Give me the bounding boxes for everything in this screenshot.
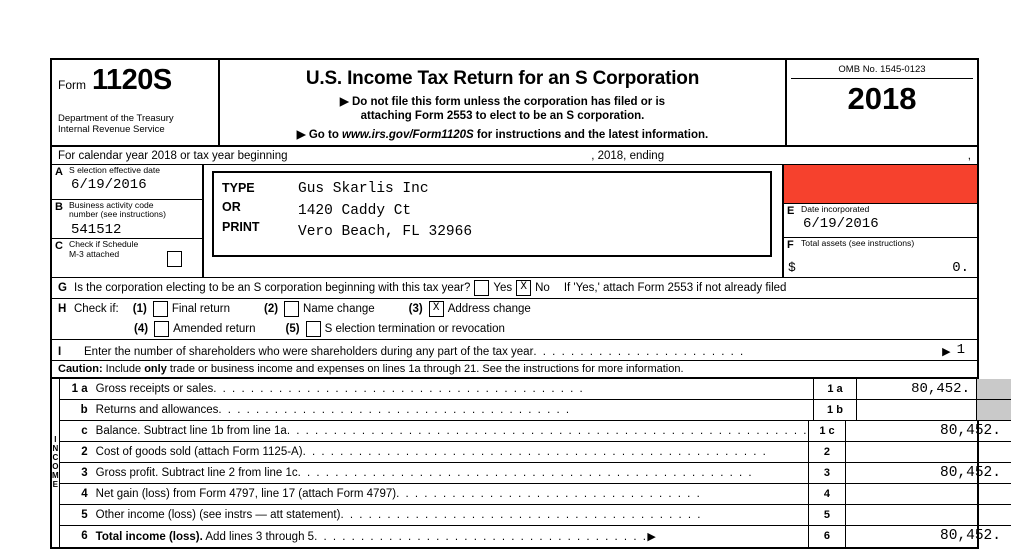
income-line-1a [60, 379, 1011, 400]
field-e-caption: Date incorporated [801, 203, 870, 214]
income-line-3-leader: . . . . . . . . . . . . . . . . . . . . . . . . . . . . . . . . . . . . . . . . . . . . . . . . . [297, 466, 754, 479]
field-f-letter: F [787, 238, 794, 251]
line-h-option-1-num: (1) [132, 302, 147, 315]
income-line-4 [60, 484, 1011, 505]
income-line-1a-label: Gross receipts or sales [95, 382, 214, 395]
page-title: U.S. Income Tax Return for an S Corporation [305, 68, 700, 89]
line-i-value: 1 [956, 341, 965, 358]
header-omb-block [787, 60, 977, 145]
line-g-no-checkbox[interactable]: X [516, 280, 531, 296]
line-h-option-1-label: Final return [171, 302, 230, 315]
line-i [52, 339, 977, 361]
income-lines [60, 379, 1011, 547]
income-line-5-amount[interactable] [846, 505, 1011, 525]
income-line-2-text [92, 446, 808, 458]
line-h-option-3-checkbox[interactable]: X [429, 301, 444, 317]
caution-label: Caution: [58, 362, 103, 375]
header-subline-1 [224, 95, 781, 124]
field-e-date-incorporated[interactable] [784, 204, 977, 238]
line-h-letter: H [58, 302, 67, 315]
entity-address [292, 173, 472, 255]
line-h-option-2-num: (2) [263, 302, 279, 315]
caution-bold-word: only [144, 362, 167, 375]
income-line-2-box: 2 [808, 442, 846, 462]
income-line-5-number: 5 [81, 508, 88, 521]
header-form-id [52, 60, 220, 145]
income-line-6-label: Add lines 3 through 5 [202, 530, 315, 543]
income-line-1c-box: 1 c [808, 421, 846, 441]
left-info-column [52, 165, 204, 277]
income-line-4-text [92, 488, 808, 500]
field-f-total-assets[interactable] [784, 238, 977, 277]
calendar-year-text-end: , [967, 149, 971, 162]
income-line-1a-sub-amount[interactable]: 80,452. [857, 379, 977, 399]
income-line-1c-label: Balance. Subtract line 1b from line 1a [95, 424, 287, 437]
type-word-2: OR [222, 200, 241, 215]
income-line-1c-text [92, 425, 808, 437]
calendar-year-line [52, 147, 977, 165]
calendar-year-text-mid: , 2018, ending [591, 149, 665, 162]
redaction-bar-row [784, 165, 977, 204]
income-line-6-text [92, 530, 808, 543]
goto-suffix: for instructions and the latest information. [473, 128, 709, 141]
header-title-block [220, 60, 787, 145]
field-c-checkbox[interactable] [167, 251, 182, 267]
income-line-1b-text [92, 404, 813, 416]
entity-name: Gus Skarlis Inc [298, 180, 429, 197]
income-line-4-leader: . . . . . . . . . . . . . . . . . . . . . . . . . . . . . . . . . [396, 487, 702, 500]
income-line-2-number: 2 [81, 445, 88, 458]
form-header [52, 60, 977, 147]
income-line-1a-leader: . . . . . . . . . . . . . . . . . . . . . . . . . . . . . . . . . . . . . . . . [213, 382, 585, 395]
income-line-3-label: Gross profit. Subtract line 2 from line 1c [95, 466, 298, 479]
line-h-option-5-num: (5) [285, 322, 300, 335]
field-a-s-election-date[interactable] [52, 165, 202, 200]
income-line-5-label: Other income (loss) (see instrs — att statement) [95, 508, 341, 521]
income-line-1b-leader: . . . . . . . . . . . . . . . . . . . . . . . . . . . . . . . . . . . . . . [218, 403, 571, 416]
header-subline-1-text: ▶ Do not file this form unless the corporation has filed or is [339, 96, 666, 108]
type-word-3: PRINT [222, 219, 260, 234]
name-address-column [204, 165, 784, 277]
field-f-caption: Total assets (see instructions) [801, 237, 915, 248]
income-line-1b-gray [977, 400, 1011, 420]
field-b-letter: B [55, 200, 63, 213]
right-info-column [784, 165, 977, 277]
income-line-2-leader: . . . . . . . . . . . . . . . . . . . . . . . . . . . . . . . . . . . . . . . . . . . . . . . . . . [302, 445, 768, 458]
income-line-1b-label: Returns and allowances [95, 403, 219, 416]
income-side-label-text: I N C O M E [52, 434, 59, 489]
line-g-letter: G [58, 281, 67, 294]
income-line-1b-subbox: 1 b [813, 400, 857, 420]
field-b-caption-1: Business activity code [69, 199, 154, 210]
field-e-letter: E [787, 204, 795, 217]
form-word: Form [58, 78, 86, 92]
redaction-bar [784, 165, 977, 203]
field-b-value: 541512 [71, 222, 122, 238]
field-c-letter: C [55, 240, 63, 252]
line-h-option-2-label: Name change [303, 302, 375, 315]
income-line-1a-subbox: 1 a [813, 379, 857, 399]
caution-note [52, 361, 977, 379]
income-line-2-label: Cost of goods sold (attach Form 1125-A) [95, 445, 303, 458]
line-h-option-2-checkbox[interactable] [284, 301, 299, 317]
line-h-option-3-label: Address change [447, 302, 531, 315]
field-b-caption-2: number (see instructions) [69, 209, 166, 220]
income-line-6-bold-label: Total income (loss). [95, 530, 203, 543]
income-line-1b [60, 400, 1011, 421]
income-line-3-box: 3 [808, 463, 846, 483]
field-f-value: 0. [952, 259, 969, 276]
line-h-option-3-num: (3) [408, 302, 423, 315]
header-subline-3 [224, 127, 781, 141]
income-line-2 [60, 442, 1011, 463]
income-line-6-number: 6 [81, 530, 88, 543]
income-line-4-amount[interactable] [846, 484, 1011, 504]
line-g-yes-checkbox[interactable] [474, 280, 489, 296]
income-line-5-box: 5 [808, 505, 846, 525]
income-line-1c [60, 421, 1011, 442]
income-line-3-number: 3 [81, 466, 88, 479]
entity-info-section [52, 165, 977, 278]
field-a-letter: A [55, 165, 63, 178]
line-h-option-4-checkbox[interactable] [154, 321, 169, 337]
entity-city-state-zip: Vero Beach, FL 32966 [298, 224, 473, 241]
type-word-1: TYPE [222, 180, 255, 195]
line-h-option-4-num: (4) [134, 322, 149, 335]
income-line-5-leader: . . . . . . . . . . . . . . . . . . . . . . . . . . . . . . . . . . . . . . . [340, 508, 702, 521]
line-g-no-label: No [535, 281, 550, 294]
income-line-1c-amount[interactable]: 80,452. [940, 422, 1001, 439]
field-c-caption-1: Check if Schedule [69, 239, 139, 249]
field-b-activity-code[interactable] [52, 200, 202, 239]
line-g-yes-label: Yes [493, 281, 513, 294]
name-address-box[interactable] [212, 171, 772, 257]
department-line-2: Internal Revenue Service [58, 124, 165, 136]
field-c-schedule-m3[interactable] [52, 239, 202, 274]
income-line-1b-sub-amount[interactable] [857, 400, 977, 420]
income-line-6-arrow: ▶ [647, 530, 656, 543]
field-f-dollar-sign: $ [788, 259, 796, 275]
field-e-value: 6/19/2016 [803, 216, 879, 233]
income-line-4-label: Net gain (loss) from Form 4797, line 17 (attach Form 4797) [95, 487, 397, 500]
line-i-text: Enter the number of shareholders who were shareholders during any part of the tax year [84, 345, 534, 358]
irs-url-link[interactable]: www.irs.gov/Form1120S [342, 128, 474, 141]
department-line-1: Department of the Treasury [58, 113, 174, 124]
line-i-letter: I [58, 345, 62, 358]
income-line-5-text [92, 509, 808, 521]
header-subline-2-text: attaching Form 2553 to elect to be an S corporation. [360, 110, 645, 123]
entity-street: 1420 Caddy Ct [298, 202, 412, 219]
line-h-row-1 [52, 299, 977, 319]
income-line-6 [60, 526, 1011, 547]
income-line-3 [60, 463, 1011, 484]
income-line-3-text [92, 467, 808, 479]
income-section [52, 379, 1001, 547]
income-line-1a-text [92, 383, 813, 395]
field-a-caption: S election effective date [69, 164, 161, 175]
income-line-6-box: 6 [808, 526, 846, 547]
line-g [52, 278, 977, 299]
form-number: 1120S [92, 64, 172, 96]
income-line-4-box: 4 [808, 484, 846, 504]
omb-number: OMB No. 1545-0123 [791, 64, 973, 79]
income-line-6-amount[interactable]: 80,452. [940, 528, 1001, 545]
line-g-tail: If 'Yes,' attach Form 2553 if not already filed [563, 281, 787, 294]
line-h-label: Check if: [74, 302, 119, 315]
income-line-6-leader: . . . . . . . . . . . . . . . . . . . . . . . . . . . . . . . . . . . . [314, 530, 648, 543]
income-line-5 [60, 505, 1011, 526]
caution-text-1: Include [102, 362, 145, 375]
line-i-leader: . . . . . . . . . . . . . . . . . . . . . . . [533, 345, 745, 358]
calendar-year-text-start: For calendar year 2018 or tax year beginning [58, 149, 288, 162]
form-1120s-sheet [50, 58, 1001, 549]
income-line-1a-number: 1 a [71, 382, 88, 395]
tax-year: 2018 [847, 81, 917, 116]
line-g-question: Is the corporation electing to be an S corporation beginning with this tax year? [74, 281, 471, 294]
goto-prefix: ▶ Go to [296, 128, 343, 141]
department-label [58, 113, 212, 135]
income-line-1b-number: b [80, 403, 88, 416]
income-line-4-number: 4 [81, 487, 88, 500]
income-line-3-amount[interactable]: 80,452. [940, 464, 1001, 481]
income-line-2-amount[interactable] [846, 442, 1011, 462]
income-line-1a-gray [977, 379, 1011, 399]
income-side-label [52, 379, 60, 547]
line-i-arrow: ▶ [942, 345, 951, 358]
line-h-option-5-label: S election termination or revocation [324, 322, 505, 335]
line-h-option-4-label: Amended return [173, 322, 256, 335]
field-c-caption-2: M-3 attached [69, 248, 120, 259]
caution-text-2: trade or business income and expenses on lines 1a through 21. See the instructions for more information. [166, 362, 684, 375]
line-h-row-2 [52, 319, 977, 339]
income-line-1c-leader: . . . . . . . . . . . . . . . . . . . . . . . . . . . . . . . . . . . . . . . . . . . . . . . . . . . . . . . . [286, 424, 808, 437]
income-line-1c-number: c [81, 424, 88, 437]
line-h-option-1-checkbox[interactable] [153, 301, 168, 317]
type-or-print-label [214, 173, 292, 255]
line-h-option-5-checkbox[interactable] [306, 321, 321, 337]
field-a-value: 6/19/2016 [71, 177, 147, 194]
